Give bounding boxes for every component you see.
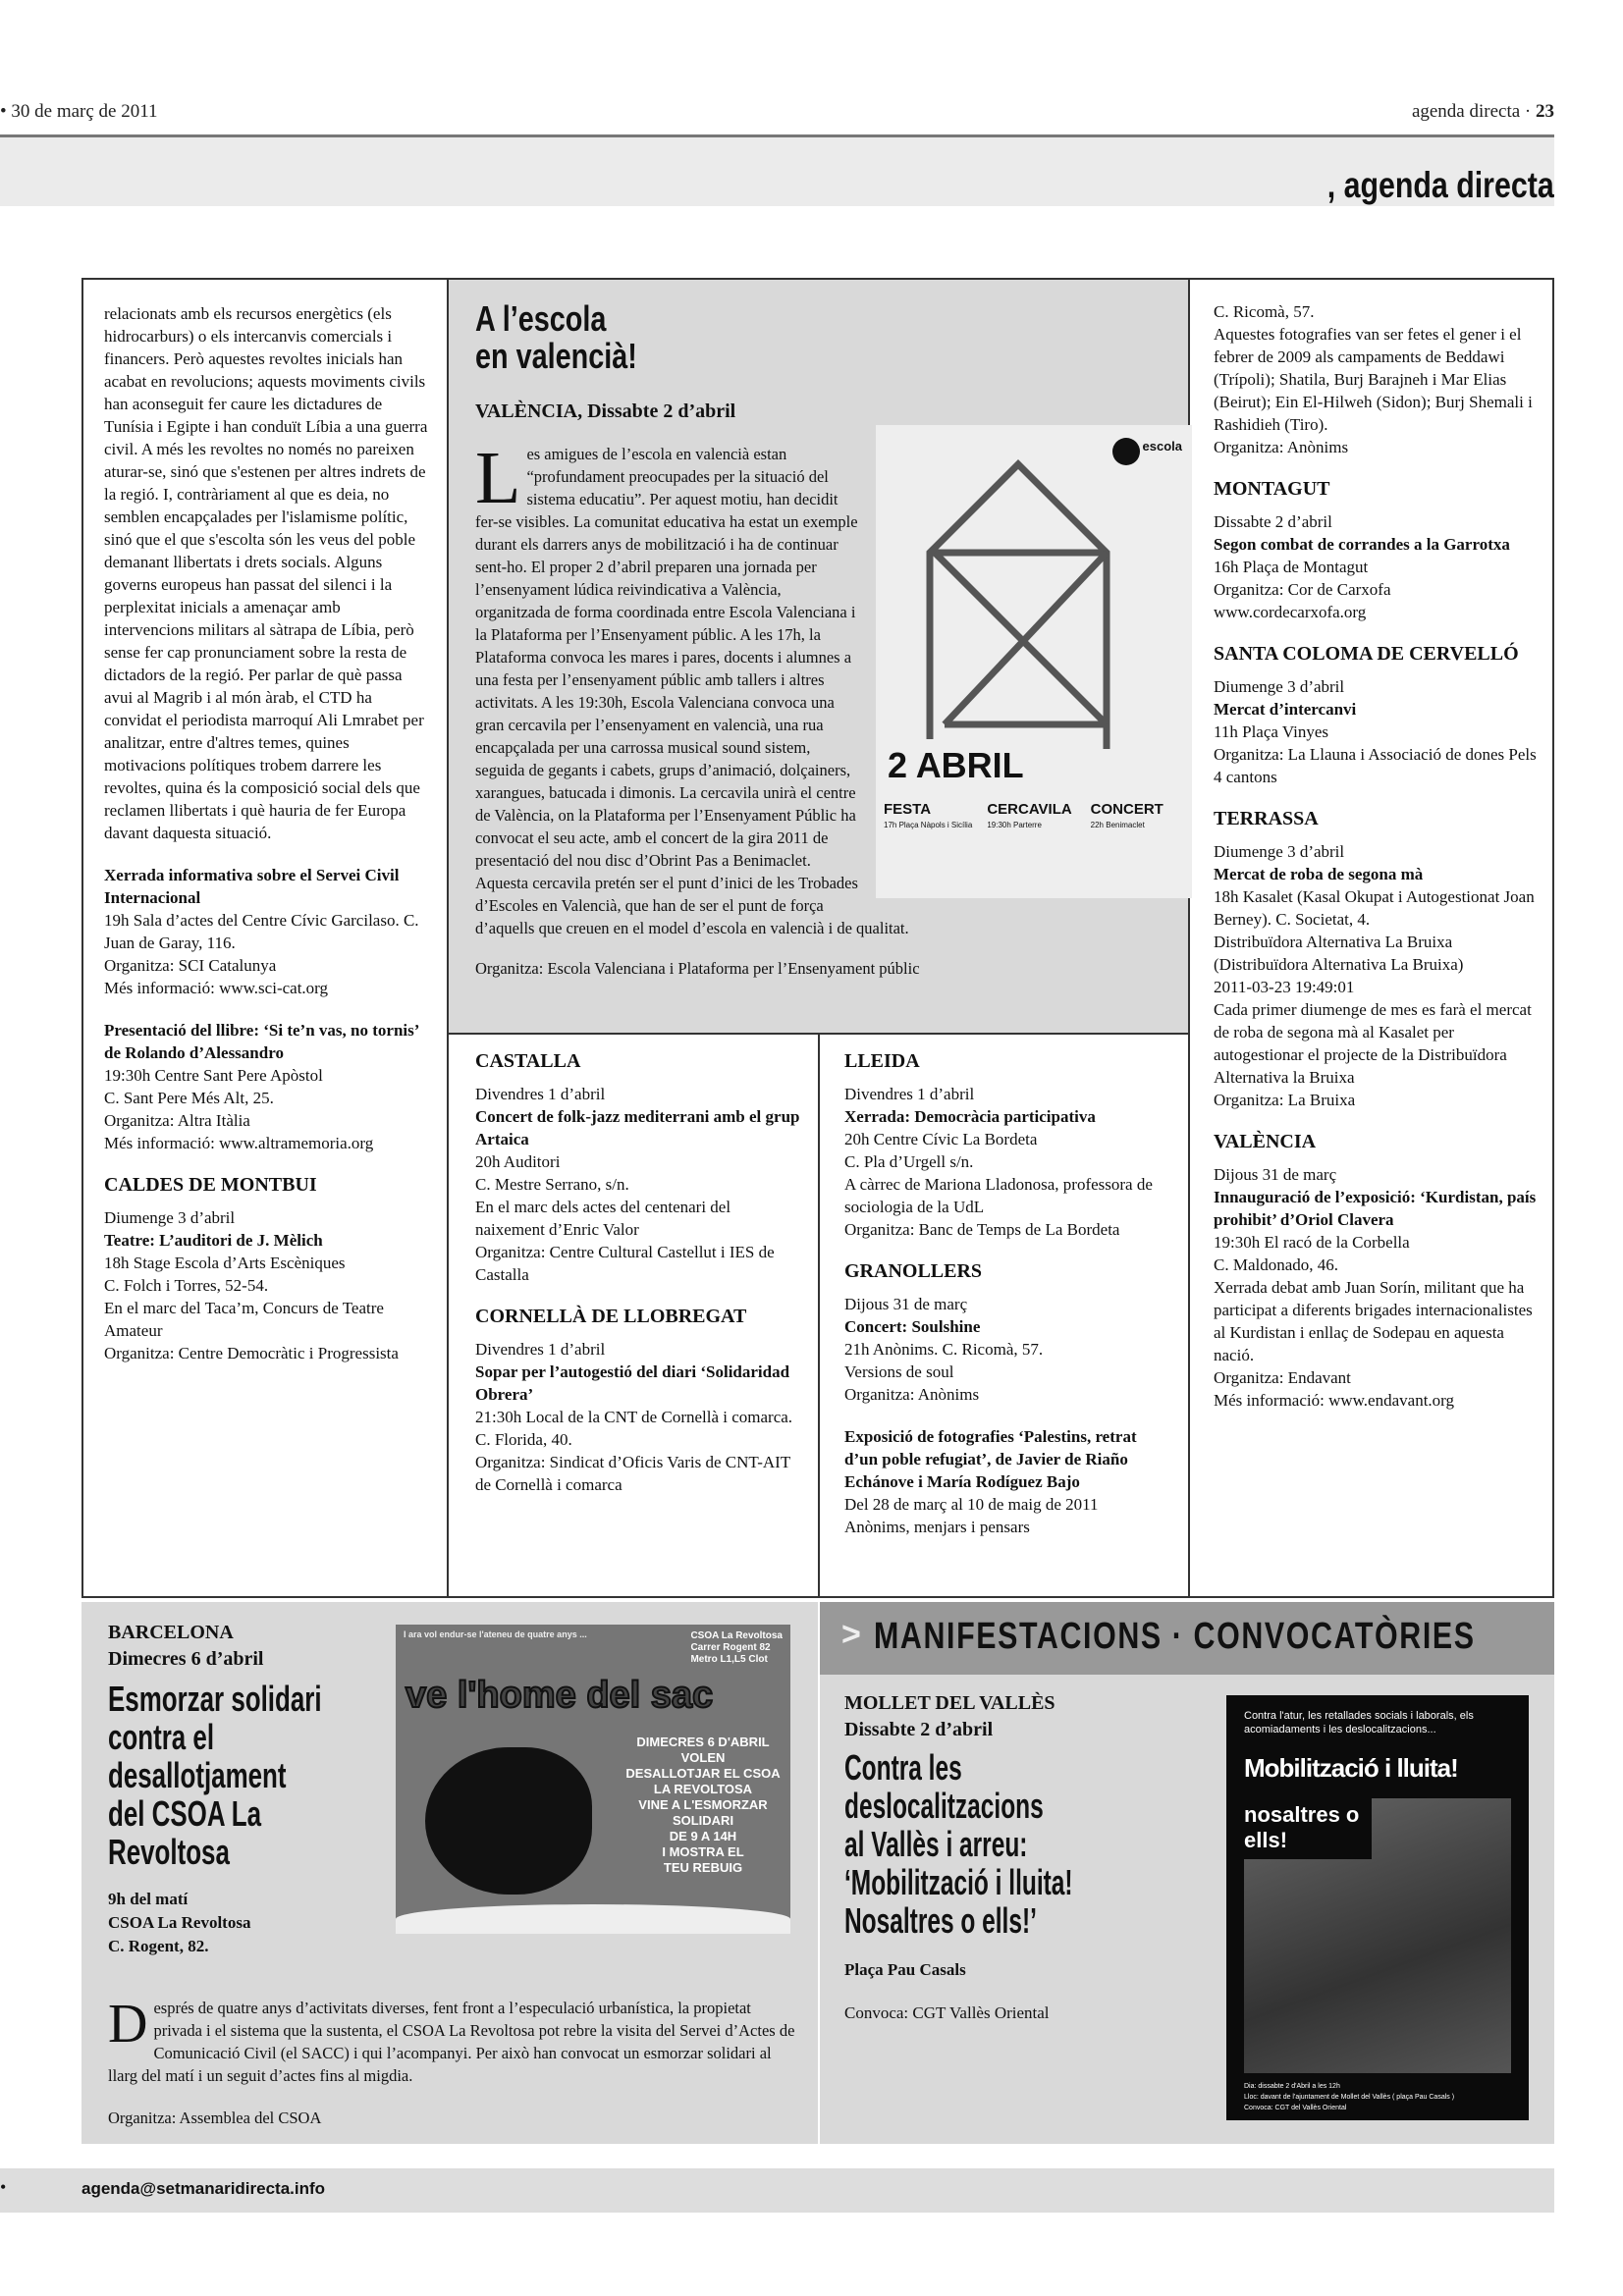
poster-detail-line: Convoca: CGT del Vallès Oriental (1244, 2105, 1347, 2111)
event-detail: Organitza: La Llauna i Associació de dones Pels 4 cantons (1214, 745, 1537, 786)
escola-logo: escola (1142, 439, 1182, 454)
poster-item-time: 19:30h Parterre (987, 821, 1042, 829)
event-detail: 19h Sala d’actes del Centre Cívic Garcilaso. C. Juan de Garay, 116. (104, 911, 419, 952)
event-title: Mercat d’intercanvi (1214, 700, 1357, 719)
event-date: Dissabte 2 d’abril (1214, 512, 1332, 531)
event-item (104, 1206, 428, 1364)
event-city: BARCELONA (108, 1622, 234, 1643)
poster-intro: Contra l'atur, les retallades socials i laborals, els acomiadaments i les deslocalitzacions... (1244, 1710, 1474, 1735)
event-detail: 20h Auditori (475, 1152, 561, 1171)
poster-date: 2 ABRIL (888, 745, 1024, 785)
event-headline (844, 1747, 1208, 1939)
headline-line: desallotjament (108, 1755, 287, 1795)
headline-line: Nosaltres o ells!’ (844, 1900, 1037, 1941)
event-date: Divendres 1 d’abril (475, 1085, 606, 1103)
poster-message (620, 1735, 786, 1876)
event-detail: Organitza: Anònims (1214, 438, 1349, 456)
poster-item-title: CERCAVILA (987, 801, 1072, 818)
event-item (104, 864, 428, 999)
feature-body-text: es amigues de l’escola en valencià estan “profundament preocupades per la situació del sistema educatiu”. Per aquest motiu, han decidit fer-se visibles. La comunitat educativa ha estat un exemple durant els darrers anys de mobilització i ha de continuar sent-ho. El proper 2 d’abril preparen una jornada per l’ensenyament lúdica reivindicativa a València, organitzada de forma coordinada entre Escola Valenciana i la Plataforma per l’Ensenyament públic. A les 17h, la Plataforma convoca les mares i pares, docents i alumnes a una festa per l’ensenyament públic amb tallers i altres activitats. A les 19:30h, Escola Valenciana convoca una gran cercavila per l’ensenyament en valencià, una rua encapçalada per una carrossa musical sound sistem, seguida de gegants i cabets, grups d’animació, dolçainers, xarangues, batucada i dimonis. La cercavila unirà el centre de València, on la Plataforma per l’Ensenyament Públic ha convocat el seu acte, amb el concert de la gira 2011 de presentació del nou disc d’Obrint Pas a Benimaclet. Aquesta cercavila pretén ser el punt d’inici de les Trobades d’Escoles en Valencià, que han de ser el punt de força d’aquells que creuen en el model d’escola en valencià i de qualitat. (475, 445, 909, 937)
event-item (1214, 510, 1545, 623)
section-heading: TERRASSA (1214, 808, 1319, 829)
event-detail: Organitza: La Bruixa (1214, 1091, 1356, 1109)
event-title: Exposició de fotografies ‘Palestins, retrat d’un poble refugiat’, de Javier de Riaño Echánove i María Rodíguez Bajo (844, 1427, 1137, 1491)
barcelona-event (108, 1620, 388, 1958)
event-detail: C. Maldonado, 46. (1214, 1255, 1339, 1274)
mollet-event (844, 1690, 1208, 2023)
event-detail: C. Pla d’Urgell s/n. (844, 1152, 974, 1171)
event-detail: 2011-03-23 19:49:01 (1214, 978, 1355, 996)
event-detail: Xerrada debat amb Juan Sorín, militant que ha participat a diferents brigades internacionalistes al Kurdistan i enllaç de Sodepau en aquesta nació. (1214, 1278, 1533, 1364)
event-title: Teatre: L’auditori de J. Mèlich (104, 1231, 323, 1250)
event-detail: Organitza: Centre Cultural Castellut i IES de Castalla (475, 1243, 775, 1284)
headline-line: contra el (108, 1717, 215, 1757)
poster-items (884, 798, 1188, 830)
event-item (1214, 1163, 1545, 1412)
section-heading: CORNELLÀ DE LLOBREGAT (475, 1306, 747, 1327)
event-date: Divendres 1 d’abril (844, 1085, 975, 1103)
event-detail: Cada primer diumenge de mes es farà el mercat de roba de segona mà al Kasalet per autogestionar el projecte de la Distribuïdora Alternativa la Bruixa (1214, 1000, 1532, 1087)
event-detail: 11h Plaça Vinyes (1214, 722, 1329, 741)
event-item (1214, 300, 1545, 458)
poster-message-line: I MOSTRA EL (662, 1844, 744, 1859)
event-detail: Organitza: Banc de Temps de La Bordeta (844, 1220, 1120, 1239)
column-divider (818, 1033, 820, 1598)
event-detail: Aquestes fotografies van ser fetes el gener i el febrer de 2009 als campaments de Beddawi (Trípoli); Shatila, Burj Barajneh i Mar Elias (Beirut); Ein El-Hilweh (Sidon); Burj Shemali i Rashidieh (Tiro). (1214, 325, 1533, 434)
section-heading: MONTAGUT (1214, 478, 1330, 500)
event-title: Segon combat de corrandes a la Garrotxa (1214, 535, 1510, 554)
event-item (844, 1083, 1173, 1241)
event-detail: 19:30h Centre Sant Pere Apòstol (104, 1066, 323, 1085)
headline-line: Revoltosa (108, 1832, 230, 1872)
event-detail: Organitza: Cor de Carxofa (1214, 580, 1391, 599)
section-brand: , agenda directa (1326, 165, 1554, 205)
poster-item-title: CONCERT (1090, 801, 1163, 818)
event-address: C. Rogent, 82. (108, 1937, 209, 1955)
poster-details (1244, 2081, 1524, 2113)
event-date: Divendres 1 d’abril (475, 1340, 606, 1359)
event-title: Xerrada: Democràcia participativa (844, 1107, 1096, 1126)
poster-caption: I ara vol endur-se l'ateneu de quatre anys ... (404, 1629, 587, 1639)
event-title: Presentació del llibre: ‘Si te’n vas, no tornis’ de Rolando d’Alessandro (104, 1021, 419, 1062)
event-date: Diumenge 3 d’abril (104, 1208, 236, 1227)
manifestacions-title: MANIFESTACIONS · CONVOCATÒRIES (874, 1616, 1476, 1657)
event-time: 9h del matí (108, 1890, 189, 1908)
cgt-poster-image (1226, 1695, 1529, 2120)
footer-bullet: • (0, 2177, 7, 2197)
poster-message-line: VOLEN (680, 1750, 726, 1765)
section-heading: VALÈNCIA (1214, 1131, 1317, 1152)
poster-item-time: 17h Plaça Nàpols i Sicília (884, 821, 973, 829)
event-detail: Distribuïdora Alternativa La Bruixa (1214, 933, 1453, 951)
poster-title: Mobilització i lluita! (1244, 1753, 1458, 1783)
event-detail: 16h Plaça de Montagut (1214, 558, 1369, 576)
event-detail: Més informació: www.sci-cat.org (104, 979, 329, 997)
barcelona-body-text: esprés de quatre anys d’activitats diverses, fent front a l’especulació urbanística, la propietat privada i el sistema que la sustenta, el CSOA La Revoltosa pot rebre la visita del Servei d’Actes de Comunicació Civil (el SACC) i qui l’acompanyi. Per això han convocat un esmorzar solidari al llarg del matí i un seguit d’actes fins al migdia. (108, 1999, 795, 2085)
headline-line: del CSOA La (108, 1793, 262, 1834)
event-detail: C. Ricomà, 57. (1214, 302, 1315, 321)
event-detail: 19:30h El racó de la Corbella (1214, 1233, 1410, 1252)
header-band (0, 137, 1554, 206)
event-detail: 18h Stage Escola d’Arts Escèniques (104, 1254, 346, 1272)
drop-cap: L (475, 437, 521, 519)
feature-title-line: A l’escola (475, 298, 607, 339)
event-item (104, 1019, 428, 1154)
poster-message-line: DE 9 A 14H (669, 1829, 737, 1843)
event-detail: 20h Centre Cívic La Bordeta (844, 1130, 1038, 1148)
event-detail: En el marc dels actes del centenari del naixement d’Enric Valor (475, 1198, 731, 1239)
event-item (1214, 840, 1545, 1111)
event-date: Diumenge 3 d’abril (1214, 842, 1345, 861)
home-del-sac-poster-image (396, 1625, 790, 1934)
event-detail: 18h Kasalet (Kasal Okupat i Autogestionat Joan Berney). C. Societat, 4. (1214, 887, 1535, 929)
event-organizer: Convoca: CGT Vallès Oriental (844, 2003, 1050, 2022)
event-detail: Més informació: www.altramemoria.org (104, 1134, 374, 1152)
event-item (844, 1425, 1173, 1538)
manifestacions-header (820, 1602, 1554, 1675)
headline-line: Esmorzar solidari (108, 1679, 322, 1719)
event-title: Innauguració de l’exposició: ‘Kurdistan, país prohibit’ d’Oriol Clavera (1214, 1188, 1537, 1229)
poster-address-line: CSOA La Revoltosa (690, 1630, 783, 1641)
event-detail: Més informació: www.endavant.org (1214, 1391, 1455, 1410)
event-date: Dimecres 6 d’abril (108, 1648, 264, 1670)
event-detail: C. Sant Pere Més Alt, 25. (104, 1089, 274, 1107)
poster-message-line: VINE A L'ESMORZAR (638, 1797, 768, 1812)
event-city: MOLLET DEL VALLÈS (844, 1692, 1055, 1714)
headline-line: ‘Mobilització i lluita! (844, 1862, 1073, 1902)
event-detail: Organitza: Altra Itàlia (104, 1111, 250, 1130)
left-column (104, 302, 428, 1384)
event-detail: Organitza: Endavant (1214, 1368, 1351, 1387)
feature-divider (447, 1033, 1190, 1035)
event-title: Concert de folk-jazz mediterrani amb el grup Artaica (475, 1107, 800, 1148)
headline-line: Contra les (844, 1747, 962, 1788)
event-detail: Organitza: Sindicat d’Oficis Varis de CNT-AIT de Cornellà i comarca (475, 1453, 790, 1494)
lleida-column (844, 1050, 1173, 1558)
poster-address (690, 1630, 783, 1666)
poster-detail-line: Dia: dissabte 2 d'Abril a les 12h (1244, 2083, 1340, 2090)
event-detail: C. Folch i Torres, 52-54. (104, 1276, 269, 1295)
headline-line: deslocalitzacions (844, 1786, 1044, 1826)
event-date: Dissabte 2 d’abril (844, 1719, 994, 1740)
event-headline (108, 1679, 388, 1870)
event-title: Concert: Soulshine (844, 1317, 981, 1336)
feature-organizer: Organitza: Escola Valenciana i Plataforma per l’Ensenyament públic (475, 959, 920, 978)
header-date: • 30 de març de 2011 (0, 101, 158, 122)
barcelona-organizer: Organitza: Assemblea del CSOA (108, 2109, 322, 2127)
poster-message-line: TEU REBUIG (663, 1860, 743, 1875)
sack-man-figure (425, 1747, 592, 1895)
arrow-icon: > (841, 1616, 861, 1653)
feature-article (475, 298, 1182, 980)
section-name: agenda directa (1411, 101, 1521, 122)
event-detail: A càrrec de Mariona Lladonosa, professora de sociologia de la UdL (844, 1175, 1153, 1216)
event-date: Diumenge 3 d’abril (1214, 677, 1345, 696)
date-text: 30 de març de 2011 (11, 101, 158, 122)
event-title: Sopar per l’autogestió del diari ‘Solidaridad Obrera’ (475, 1362, 790, 1404)
event-date: Dijous 31 de març (1214, 1165, 1337, 1184)
feature-subtitle: VALÈNCIA, Dissabte 2 d’abril (475, 400, 736, 422)
castalla-column (475, 1050, 804, 1516)
feature-title (475, 300, 1163, 379)
event-detail: www.cordecarxofa.org (1214, 603, 1367, 621)
event-item (475, 1338, 804, 1496)
feature-body (475, 437, 1182, 980)
section-heading: GRANOLLERS (844, 1260, 983, 1282)
event-place: Plaça Pau Casals (844, 1960, 966, 1979)
right-column (1214, 300, 1545, 1431)
event-detail: 21:30h Local de la CNT de Cornellà i comarca. C. Florida, 40. (475, 1408, 793, 1449)
event-place: CSOA La Revoltosa (108, 1913, 251, 1932)
event-detail: 21h Anònims. C. Ricomà, 57. (844, 1340, 1044, 1359)
event-detail: Anònims, menjars i pensars (844, 1518, 1030, 1536)
poster-item-title: FESTA (884, 801, 932, 818)
event-item (475, 1083, 804, 1286)
event-detail: C. Mestre Serrano, s/n. (475, 1175, 629, 1194)
footer-email-link[interactable]: agenda@setmanaridirecta.info (81, 2179, 326, 2198)
event-detail: Organitza: Anònims (844, 1385, 980, 1404)
page-number: 23 (1536, 101, 1554, 122)
column-divider (447, 278, 449, 1598)
poster-message-line: LA REVOLTOSA (653, 1782, 753, 1796)
section-heading: SANTA COLOMA DE CERVELLÓ (1214, 643, 1519, 665)
poster-ground (396, 1904, 790, 1934)
escola-poster-image (876, 425, 1192, 898)
event-detail: Del 28 de març al 10 de maig de 2011 (844, 1495, 1099, 1514)
feature-title-line: en valencià! (475, 336, 637, 376)
event-title: Mercat de roba de segona mà (1214, 865, 1424, 883)
poster-address-line: Carrer Rogent 82 (690, 1642, 771, 1653)
poster-title: ve l'home del sac (406, 1675, 714, 1716)
event-detail: Organitza: SCI Catalunya (104, 956, 277, 975)
event-detail: Versions de soul (844, 1362, 954, 1381)
event-title: Xerrada informativa sobre el Servei Civil Internacional (104, 866, 400, 907)
event-item (1214, 675, 1545, 788)
header-page: agenda directa · 23 (1411, 101, 1554, 122)
event-date: Dijous 31 de març (844, 1295, 968, 1313)
section-heading: CALDES DE MONTBUI (104, 1174, 317, 1196)
event-item (844, 1293, 1173, 1406)
event-detail: En el marc del Taca’m, Concurs de Teatre Amateur (104, 1299, 384, 1340)
poster-message-line: DIMECRES 6 D'ABRIL (636, 1735, 770, 1749)
section-heading: CASTALLA (475, 1050, 581, 1072)
article-text: relacionats amb els recursos energètics (els hidrocarburs) o els intercanvis comercials i financers. Però aquestes revoltes inicials han acabat en revolucions; aquests moviments civils han aconseguit fer caure les dictadures de Tunísia i Egipte i han conduït Líbia a una guerra civil. A més les revoltes no només no pareixen aturar-se, sinó que s'estenen per altres indrets de la regió. I, contràriament al que es deia, no semblen encapçalades per l'islamisme polític, sinó que el que s'escolta són les veus del poble demanant llibertats i drets socials. Alguns governs europeus han passat del silenci i la perplexitat inicials a amenaçar amb intervencions militars al sàtrapa de Líbia, però sense fer cap pronunciament sobre la resta de dictadors de la regió. Per parlar de què passa avui al Magrib i al món àrab, el CTD ha convidat el periodista marroquí Ali Lmrabet per analitzar, entre d'altres temes, quines motivacions polítiques trobem darrere les revoltes, quina és la composició social dels que reclamen llibertats i què hauria de fer Europa davant daquesta situació. (104, 304, 428, 842)
section-heading: LLEIDA (844, 1050, 920, 1072)
drop-cap: D (108, 1994, 148, 2055)
poster-message-line: DESALLOTJAR EL CSOA (625, 1766, 781, 1781)
event-detail: Organitza: Centre Democràtic i Progressista (104, 1344, 399, 1362)
barcelona-body (108, 1994, 795, 2129)
poster-address-line: Metro L1,L5 Clot (690, 1654, 768, 1665)
event-detail: (Distribuïdora Alternativa La Bruixa) (1214, 955, 1464, 974)
poster-subtitle: nosaltres o ells! (1244, 1798, 1372, 1859)
event-details (108, 1888, 388, 1958)
poster-detail-line: Lloc: davant de l'ajuntament de Mollet del Vallès ( plaça Pau Casals ) (1244, 2094, 1455, 2101)
poster-item-time: 22h Benimaclet (1090, 821, 1145, 829)
headline-line: al Vallès i arreu: (844, 1824, 1028, 1864)
poster-message-line: SOLIDARI (672, 1813, 734, 1828)
